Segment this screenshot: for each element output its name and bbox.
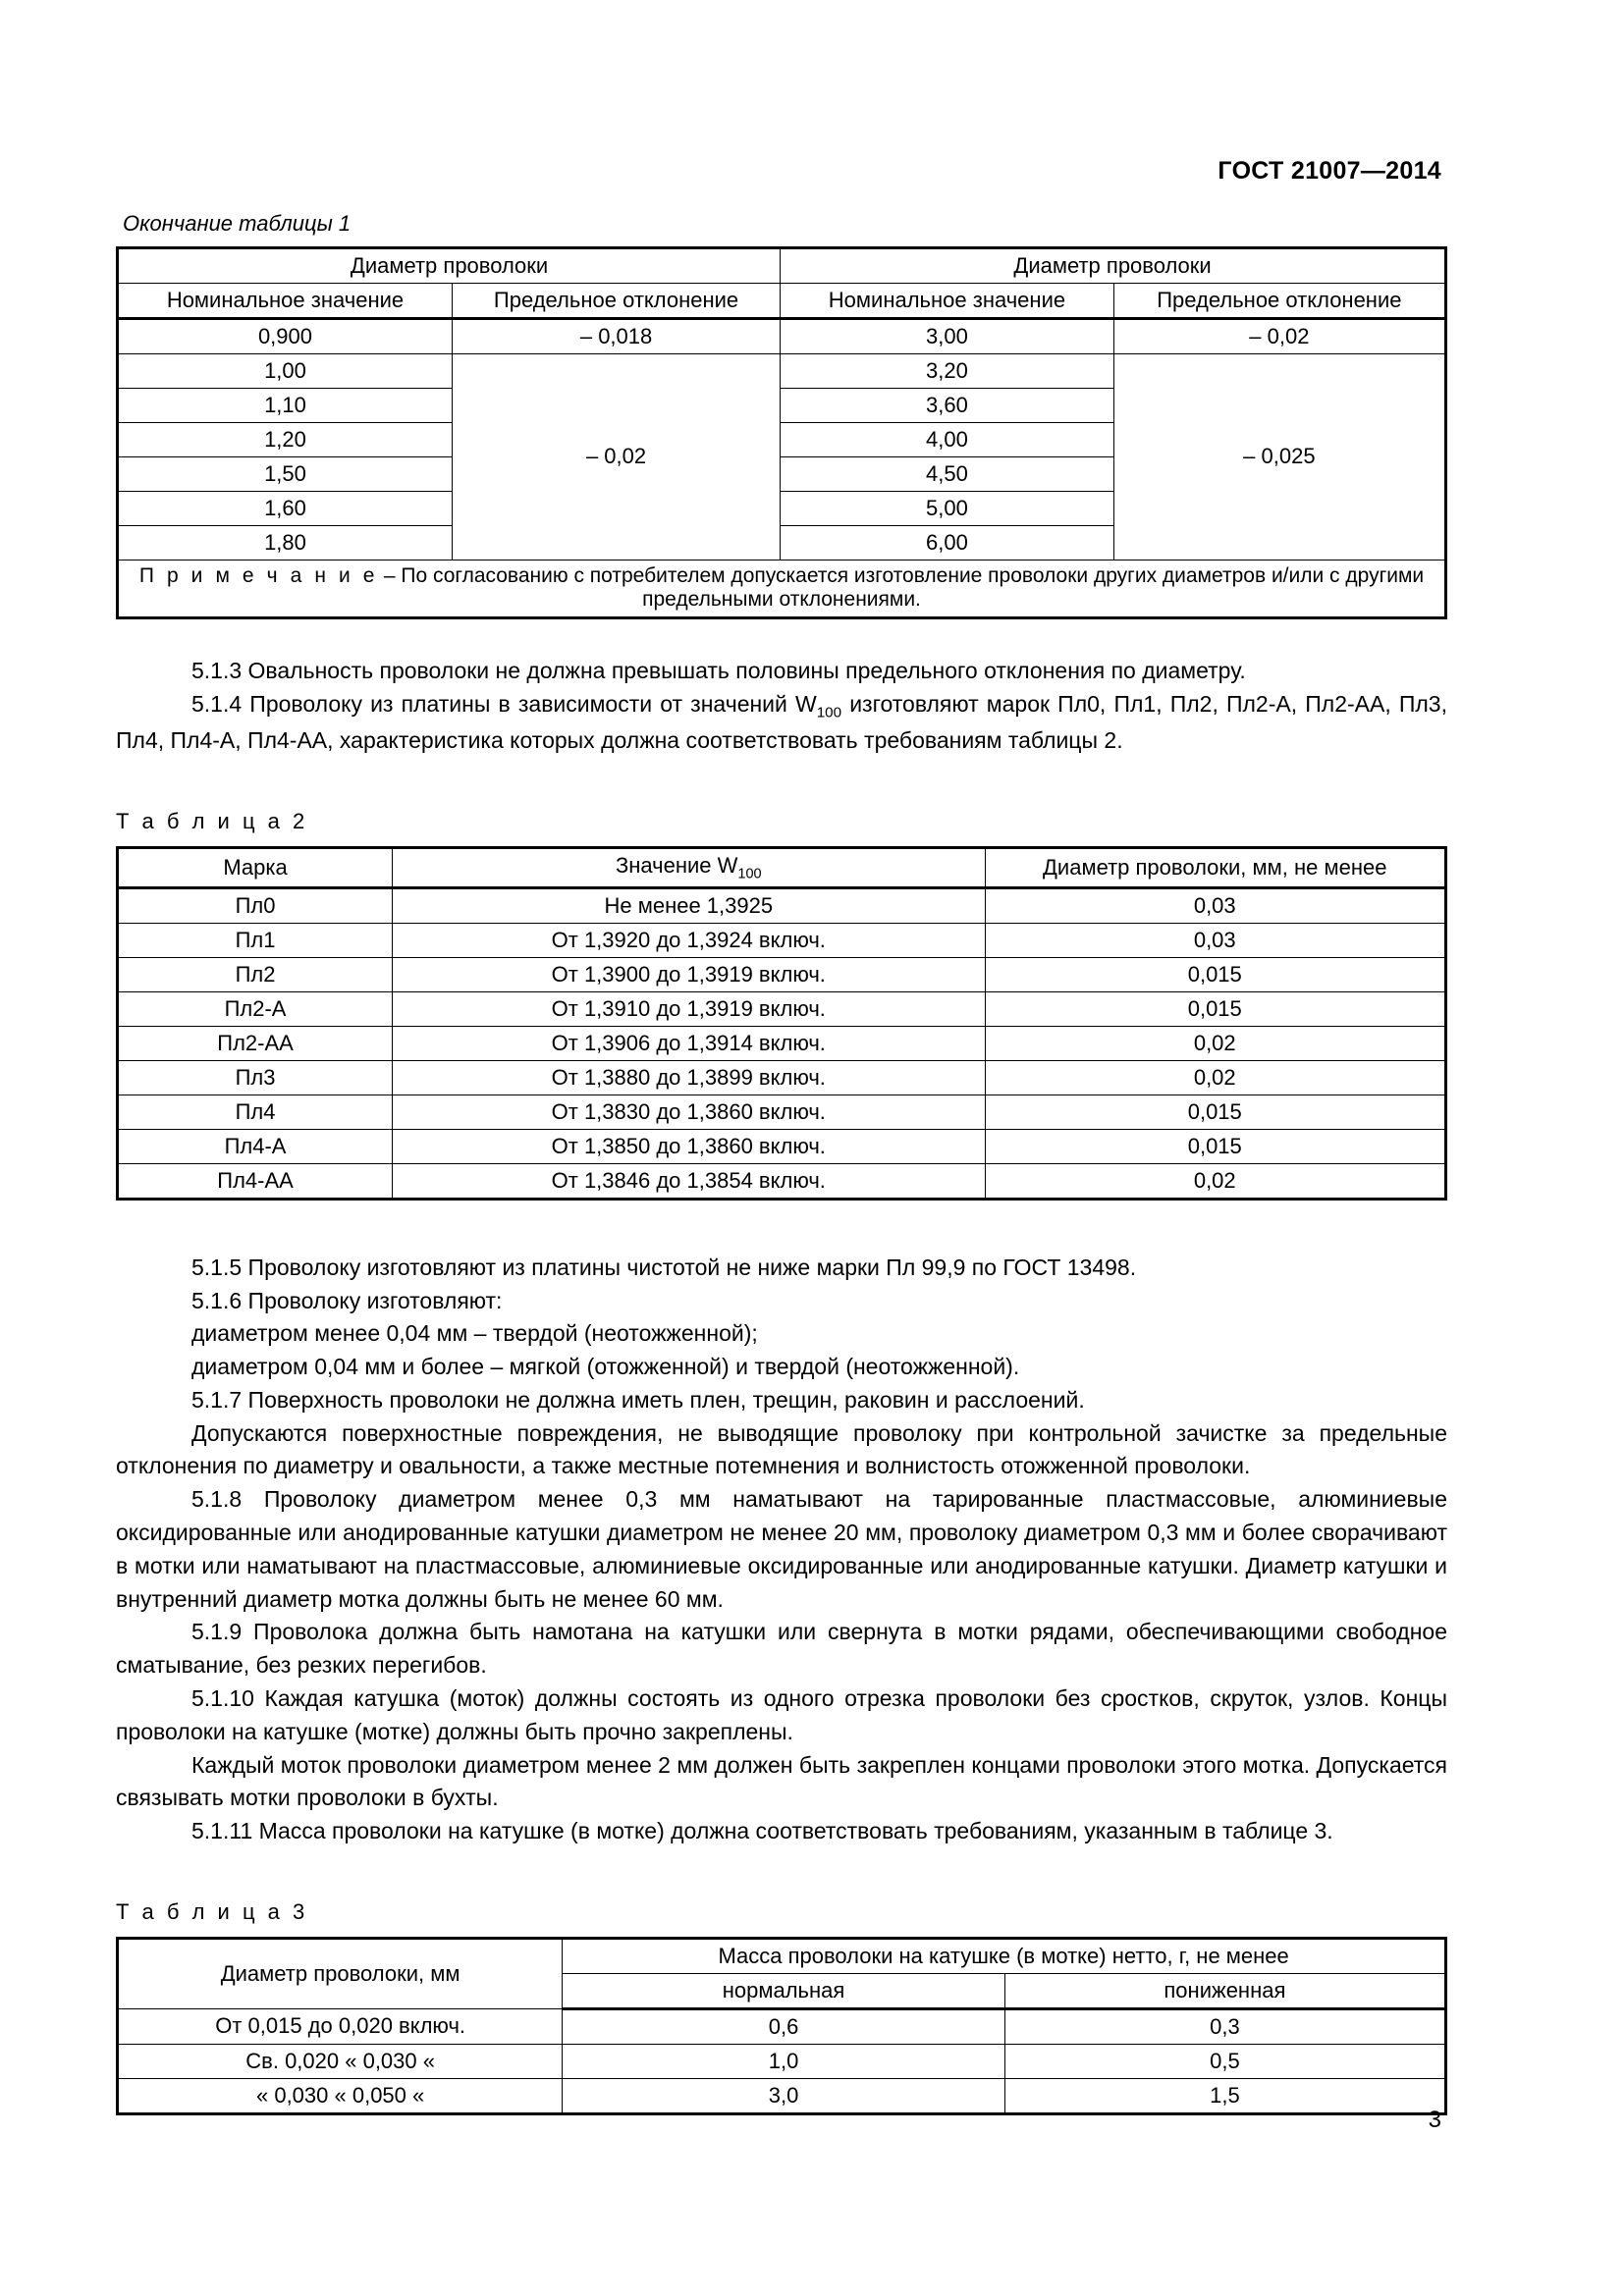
table2-value: От 1,3850 до 1,3860 включ. [393,1129,985,1163]
table2-marka: Пл1 [118,924,393,958]
table2-diameter: 0,015 [985,1129,1446,1163]
table2-marka: Пл4-АА [118,1163,393,1199]
paragraph-5-1-10: 5.1.10 Каждая катушка (моток) должны состоять из одного отрезка проволоки без сростков, скруток, узлов. Концы проволоки на катушке (мотке) должны быть прочно закреплены. [116,1685,1447,1744]
paragraph-5-1-11: 5.1.11 Масса проволоки на катушке (в мотке) должна соответствовать требованиям, указанным в таблице 3. [191,1818,1333,1844]
table2-diameter: 0,02 [985,1163,1446,1199]
spacer [116,758,1447,809]
paragraph-5-1-4-before: 5.1.4 Проволоку из платины в зависимости от значений W [191,690,817,717]
table3-normal: 0,6 [563,2008,1005,2044]
table3-caption: Т а б л и ц а 3 [116,1899,308,1925]
table1-col-nominal-right: Номинальное значение [781,283,1114,318]
w100-subscript: 100 [816,704,842,721]
table1-nominal-right: 4,00 [781,422,1114,456]
table-row [118,1026,1446,1060]
spacer [116,1201,1447,1252]
table-row [118,2044,1446,2078]
table-row [118,1060,1446,1095]
spacer [116,619,1447,655]
paragraph-each-coil: Каждый моток проволоки диаметром менее 2 мм должен быть закреплен концами проволоки этого мотка. Допускается связывать мотки проволоки в бухты. [116,1751,1447,1811]
table1-deviation-right: – 0,02 [1113,318,1445,353]
table-row [118,318,1446,353]
table2-value: От 1,3880 до 1,3899 включ. [393,1060,985,1095]
table2-col-marka: Марка [118,847,393,888]
table2-value: Не менее 1,3925 [393,888,985,924]
table2-diameter: 0,03 [985,924,1446,958]
table3-col-diameter: Диаметр проволоки, мм [118,1939,563,2009]
table2-marka: Пл2-А [118,991,393,1026]
table1-note-label: П р и м е ч а н и е [138,563,379,587]
table2-diameter: 0,02 [985,1026,1446,1060]
table2-header-row [118,847,1446,888]
table1-nominal-left: 1,60 [118,491,453,525]
table-row [118,1163,1446,1199]
table2-diameter: 0,015 [985,958,1446,992]
table3-diameter: От 0,015 до 0,020 включ. [118,2008,563,2044]
table1-group-header-left: Диаметр проволоки [118,248,781,284]
table2-col-diameter: Диаметр проволоки, мм, не менее [985,847,1446,888]
paragraph-5-1-6: 5.1.6 Проволоку изготовляют: [191,1287,503,1313]
table1-nominal-right: 5,00 [781,491,1114,525]
table3-diameter: Св. 0,020 « 0,030 « [118,2044,563,2078]
table2-marka: Пл3 [118,1060,393,1095]
table3-diameter: « 0,030 « 0,050 « [118,2078,563,2113]
standard-number-header: ГОСТ 21007—2014 [1218,157,1441,185]
table2-marka: Пл2 [118,958,393,992]
table1-nominal-left: 1,10 [118,388,453,422]
paragraphs-after-table1 [116,655,1447,758]
table1-nominal-right: 3,60 [781,388,1114,422]
table1-nominal-right: 6,00 [781,525,1114,560]
table2-value: От 1,3900 до 1,3919 включ. [393,958,985,992]
table2-marka: Пл4-А [118,1129,393,1163]
table2-marka: Пл4 [118,1095,393,1129]
spacer [116,1848,1447,1899]
table-row [118,924,1446,958]
table1-nominal-right: 3,00 [781,318,1114,353]
table2-col-value [393,847,985,888]
table2-value: От 1,3910 до 1,3919 включ. [393,991,985,1026]
table3-col-normal: нормальная [563,1974,1005,2009]
table1-note [118,560,1446,618]
table-row [118,991,1446,1026]
table1-group-header-right: Диаметр проволоки [781,248,1446,284]
page-number: 3 [1428,2107,1441,2133]
table2-diameter: 0,015 [985,991,1446,1026]
table-row [118,888,1446,924]
table1-nominal-left: 1,20 [118,422,453,456]
table1-deviation-right-merged: – 0,025 [1113,353,1445,560]
table3-normal: 3,0 [563,2078,1005,2113]
table2-diameter: 0,015 [985,1095,1446,1129]
paragraphs-after-table2 [116,1252,1447,1848]
table2-marka: Пл2-АА [118,1026,393,1060]
paragraph-5-1-7: 5.1.7 Поверхность проволоки не должна иметь плен, трещин, раковин и расслоений. [191,1386,1085,1413]
table2-marka: Пл0 [118,888,393,924]
paragraph-5-1-8: 5.1.8 Проволоку диаметром менее 0,3 мм наматывают на тарированные пластмассовые, алюминиевые оксидированные или анодированные катушки диаметром не менее 20 мм, проволоку диаметром 0,3 мм и более сворачивают в мотки или наматывают на пластмассовые, алюминиевые оксидированные или анодированные катушки. Диаметр катушки и внутренний диаметр мотка должны быть не менее 60 мм. [116,1486,1447,1612]
table2-value: От 1,3906 до 1,3914 включ. [393,1026,985,1060]
table3-normal: 1,0 [563,2044,1005,2078]
table3-col-reduced: пониженная [1004,1974,1445,2009]
table1-deviation-left: – 0,018 [452,318,780,353]
table-2 [116,846,1447,1201]
table2-col-value-before: Значение W [615,852,738,878]
table3-group-header-mass: Масса проволоки на катушке (в мотке) нетто, г, не менее [563,1939,1446,1974]
w100-subscript: 100 [737,866,762,881]
table3-reduced: 1,5 [1004,2078,1445,2113]
paragraph-surface-damage: Допускаются поверхностные повреждения, не выводящие проволоку при контрольной зачистке за предельные отклонения по диаметру и овальности, а также местные потемнения и волнистость отожженной проволоки. [116,1419,1447,1479]
table1-col-nominal-left: Номинальное значение [118,283,453,318]
paragraph-5-1-4 [116,688,1447,758]
table1-nominal-left: 1,50 [118,456,453,491]
table1-nominal-left: 1,00 [118,353,453,388]
paragraph-5-1-9: 5.1.9 Проволока должна быть намотана на катушки или свернута в мотки рядами, обеспечивающими свободное сматывание, без резких перегибов. [116,1619,1447,1679]
table1-col-deviation-right: Предельное отклонение [1113,283,1445,318]
table1-col-deviation-left: Предельное отклонение [452,283,780,318]
table1-caption: Окончание таблицы 1 [123,211,352,236]
table1-column-header-row [118,283,1446,318]
table2-diameter: 0,03 [985,888,1446,924]
paragraph-diameter-004-and-more: диаметром 0,04 мм и более – мягкой (отожженной) и твердой (неотожженной). [191,1354,1020,1380]
table-row [118,1095,1446,1129]
table1-group-header-row [118,248,1446,284]
table-row [118,958,1446,992]
table-row [118,1129,1446,1163]
table-row [118,2008,1446,2044]
table1-nominal-right: 4,50 [781,456,1114,491]
paragraph-5-1-5: 5.1.5 Проволоку изготовляют из платины чистотой не ниже марки Пл 99,9 по ГОСТ 13498. [191,1254,1137,1280]
table1-note-row [118,560,1446,618]
page-content [116,211,1447,2115]
paragraph-5-1-4-after: изготовляют марок Пл0, Пл1, Пл2, Пл2-А, Пл2-АА, Пл3, Пл4, Пл4-А, Пл4-АА, характеристика которых должна соответствовать требованиям таблицы 2. [116,690,1447,753]
paragraph-5-1-3: 5.1.3 Овальность проволоки не должна превышать половины предельного отклонения по диаметру. [191,658,1246,684]
table-row [118,353,1446,388]
table1-note-text: – По согласованию с потребителем допускается изготовление проволоки других диаметров и/или с другими предельными отклонениями. [378,563,1425,612]
paragraph-diameter-less-004: диаметром менее 0,04 мм – твердой (неотожженной); [191,1320,758,1347]
table1-nominal-left: 0,900 [118,318,453,353]
table-3 [116,1937,1447,2115]
table-1 [116,246,1447,619]
table2-value: От 1,3830 до 1,3860 включ. [393,1095,985,1129]
table3-reduced: 0,5 [1004,2044,1445,2078]
table1-nominal-left: 1,80 [118,525,453,560]
table1-deviation-left-merged: – 0,02 [452,353,780,560]
table2-caption: Т а б л и ц а 2 [116,808,308,833]
table2-value: От 1,3846 до 1,3854 включ. [393,1163,985,1199]
table1-nominal-right: 3,20 [781,353,1114,388]
table2-diameter: 0,02 [985,1060,1446,1095]
table3-group-header-row [118,1939,1446,1974]
table3-reduced: 0,3 [1004,2008,1445,2044]
table2-value: От 1,3920 до 1,3924 включ. [393,924,985,958]
